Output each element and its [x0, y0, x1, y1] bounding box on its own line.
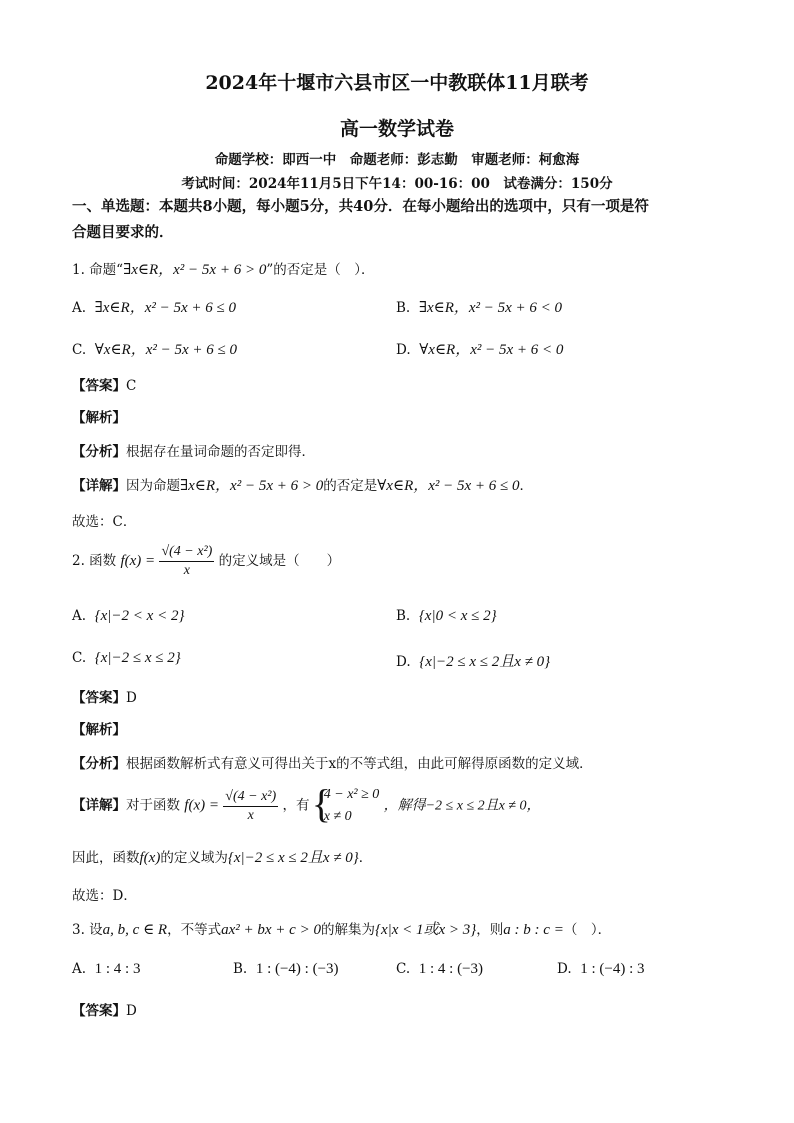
- q3-stem-text: （ ）．: [563, 922, 612, 938]
- option-label: B.: [233, 961, 248, 977]
- option-text: ∀x∈R，x² − 5x + 6 < 0: [419, 342, 564, 358]
- q2-detail: [72, 784, 541, 828]
- answer-value: D: [126, 1003, 137, 1019]
- fenxi-text: 根据存在量词命题的否定即得．: [126, 444, 315, 460]
- option-label: D.: [396, 342, 411, 358]
- analysis-label: 【解析】: [72, 410, 126, 426]
- q3-stem: [72, 918, 611, 939]
- q3-option-a: [72, 961, 140, 978]
- q2-conclusion: [72, 846, 372, 867]
- detail-text: ．: [519, 478, 534, 494]
- q3-stem-text: 3. 设: [72, 922, 103, 938]
- option-label: D.: [396, 654, 411, 670]
- answer-label: 【答案】: [72, 1003, 126, 1019]
- q3-option-c: [396, 961, 483, 978]
- analysis-label: 【解析】: [72, 722, 126, 738]
- conclusion-function: f(x): [139, 850, 161, 866]
- detail-math: ∀x∈R，x² − 5x + 6 ≤ 0: [377, 478, 520, 494]
- option-label: C.: [396, 961, 411, 977]
- q1-choose: [72, 510, 136, 530]
- answer-label: 【答案】: [72, 690, 126, 706]
- exam-title: 2024年十堰市六县市区一中教联体11月联考: [205, 72, 589, 94]
- section-heading-line1: 一、单选题：本题共8小题，每小题5分，共40分．在每小题给出的选项中，只有一项是符: [72, 198, 649, 215]
- q2-option-a: [72, 608, 184, 625]
- q3-answer: [72, 999, 137, 1019]
- fenxi-text: 根据函数解析式有意义可得出关于x的不等式组，由此可解得原函数的定义域．: [126, 756, 593, 772]
- q3-option-b: [233, 961, 339, 978]
- q2-choose: [72, 884, 137, 904]
- answer-value: D: [126, 690, 137, 706]
- q2-option-b: [396, 608, 497, 625]
- q2-function-name: f(x) =: [120, 553, 156, 569]
- q2-stem-suffix: 的定义域是（ ）: [218, 553, 341, 569]
- choose-label: 故选：: [72, 514, 113, 530]
- q1-option-a: [72, 296, 236, 317]
- option-label: A.: [72, 608, 87, 624]
- system-row-2: x ≠ 0: [323, 809, 352, 824]
- q1-stem-prefix: 1. 命题“: [72, 262, 124, 278]
- detail-text: 因为命题: [126, 478, 180, 494]
- fenxi-label: 【分析】: [72, 756, 126, 772]
- fraction-numerator: √(4 − x²): [159, 544, 214, 562]
- detail-text: ，解得−2 ≤ x ≤ 2且x ≠ 0，: [383, 798, 541, 814]
- exam-info: 考试时间：2024年11月5日下午14：00-16：00 试卷满分：150分: [181, 176, 613, 192]
- q3-option-d: [557, 961, 645, 978]
- detail-text: ，有: [282, 797, 310, 814]
- fraction-numerator: √(4 − x²): [223, 789, 278, 807]
- q2-stem: [72, 544, 340, 579]
- conclusion-text: ．: [358, 850, 373, 866]
- q1-stem-math: ∃x∈R，x² − 5x + 6 > 0: [123, 262, 267, 278]
- option-text: ∀x∈R，x² − 5x + 6 ≤ 0: [94, 342, 238, 358]
- q2-option-d: [396, 650, 550, 671]
- fraction-denominator: x: [183, 563, 190, 578]
- q1-analysis: [72, 406, 126, 426]
- conclusion-set: {x|−2 ≤ x ≤ 2且x ≠ 0}: [227, 850, 359, 866]
- exam-subtitle: 高一数学试卷: [339, 118, 454, 140]
- option-label: B.: [396, 300, 411, 316]
- section-heading-line2: 合题目要求的．: [72, 224, 174, 241]
- q2-fraction: [159, 544, 214, 579]
- q3-stem-text: 的解集为: [320, 922, 375, 938]
- q1-detail: [72, 474, 533, 495]
- inequality-system: [314, 784, 380, 828]
- option-text: {x|−2 ≤ x ≤ 2且x ≠ 0}: [419, 654, 551, 670]
- choose-value: D．: [112, 888, 137, 904]
- q2-analysis: [72, 718, 126, 738]
- q1-option-d: [396, 338, 563, 359]
- fenxi-label: 【分析】: [72, 444, 126, 460]
- q3-stem-text: ，则: [476, 922, 504, 938]
- system-row-1: { 4 − x² ≥ 0: [323, 787, 380, 802]
- q3-stem-text: ，不等式: [167, 922, 222, 938]
- q3-stem-math: ax² + bx + c > 0: [221, 922, 321, 938]
- option-text: 1 : (−4) : 3: [580, 961, 645, 977]
- detail-math: ∃x∈R，x² − 5x + 6 > 0: [180, 478, 324, 494]
- conclusion-text: 的定义域为: [160, 850, 228, 866]
- option-label: A.: [72, 961, 87, 977]
- detail-label: 【详解】: [72, 478, 126, 494]
- option-text: ∃x∈R，x² − 5x + 6 < 0: [418, 300, 563, 316]
- option-text: 1 : 4 : 3: [94, 961, 141, 977]
- option-label: D.: [557, 961, 572, 977]
- q1-answer: [72, 374, 136, 394]
- q2-answer: [72, 686, 137, 706]
- q2-fenxi: [72, 752, 593, 772]
- option-label: B.: [396, 608, 411, 624]
- detail-fraction: [223, 789, 278, 824]
- option-text: ∃x∈R，x² − 5x + 6 ≤ 0: [94, 300, 236, 316]
- option-label: C.: [72, 650, 87, 666]
- detail-function-name: f(x) =: [184, 797, 219, 814]
- q1-option-c: [72, 338, 237, 359]
- q3-stem-set: {x|x < 1或x > 3}: [374, 922, 477, 938]
- answer-value: C: [126, 378, 137, 394]
- q1-stem-suffix: ”的否定是（ ）．: [266, 262, 375, 278]
- q2-stem-prefix: 2. 函数: [72, 553, 117, 569]
- choose-label: 故选：: [72, 888, 113, 904]
- option-label: A.: [72, 300, 87, 316]
- q1-stem: [72, 258, 374, 279]
- choose-value: C．: [112, 514, 137, 530]
- q3-stem-math: a : b : c =: [503, 922, 564, 938]
- fraction-denominator: x: [247, 807, 254, 823]
- option-label: C.: [72, 342, 87, 358]
- option-text: {x|0 < x ≤ 2}: [418, 608, 497, 624]
- option-text: 1 : (−4) : (−3): [255, 961, 339, 977]
- exam-authors: 命题学校：即西一中 命题老师：彭志勤 审题老师：柯愈海: [214, 152, 580, 168]
- option-text: {x|−2 ≤ x ≤ 2}: [94, 650, 181, 666]
- detail-text: 的否定是: [323, 478, 378, 494]
- q1-fenxi: [72, 440, 315, 460]
- option-text: 1 : 4 : (−3): [418, 961, 484, 977]
- q1-option-b: [396, 296, 562, 317]
- answer-label: 【答案】: [72, 378, 126, 394]
- conclusion-text: 因此，函数: [72, 850, 140, 866]
- option-text: {x|−2 < x < 2}: [94, 608, 185, 624]
- detail-text: 对于函数: [126, 797, 180, 814]
- q2-option-c: [72, 650, 181, 667]
- detail-label: 【详解】: [72, 797, 126, 814]
- q3-stem-math: a, b, c ∈ R: [102, 922, 168, 938]
